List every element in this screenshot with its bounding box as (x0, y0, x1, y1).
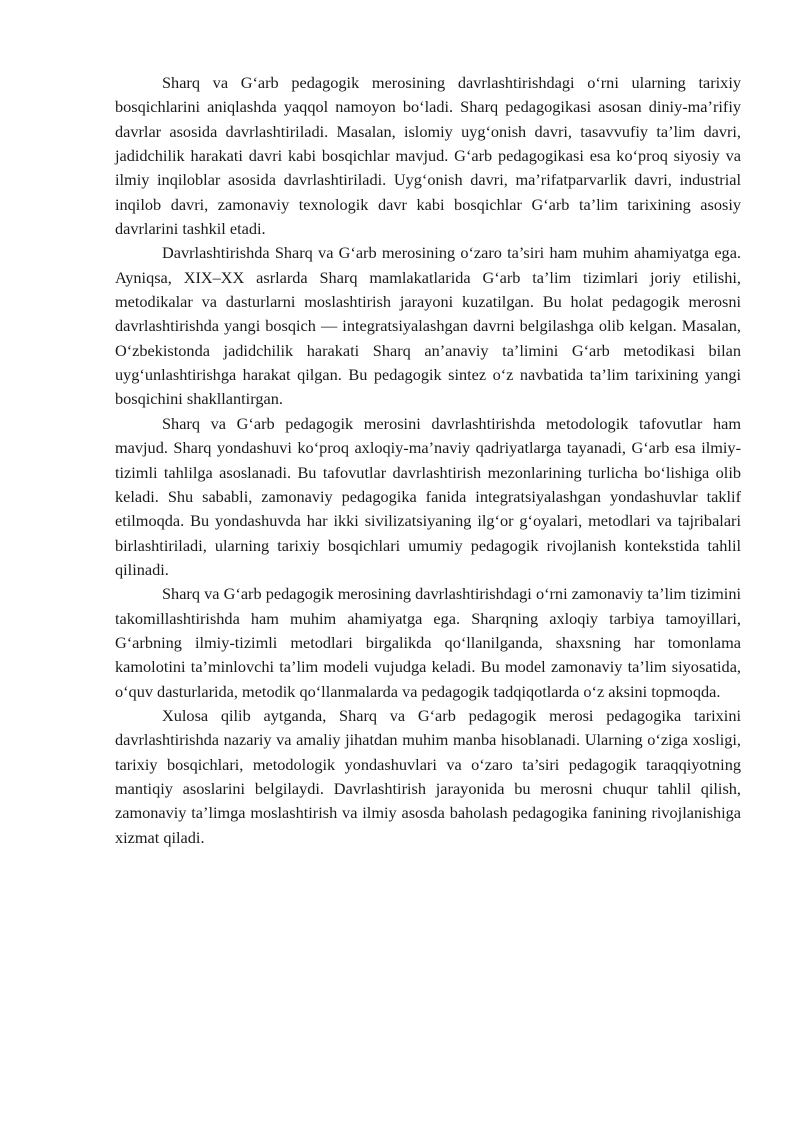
paragraph-4: Sharq va G‘arb pedagogik merosining davrlashtirishdagi o‘rni zamonaviy ta’lim tizimini takomillashtirishda ham muhim ahamiyatga ega. Sharqning axloqiy tarbiya tamoyillari, G‘arbning ilmiy-tizimli metodlari birgalikda qo‘llanilganda, shaxsning har tomonlama kamolotini ta’minlovchi ta’lim modeli vujudga keladi. Bu model zamonaviy ta’lim siyosatida, o‘quv dasturlarida, metodik qo‘llanmalarda va pedagogik tadqiqotlarda o‘z aksini topmoqda. (115, 584, 741, 701)
document-body (115, 71, 741, 850)
paragraph-1: Sharq va G‘arb pedagogik merosining davrlashtirishdagi o‘rni ularning tarixiy bosqichlarini aniqlashda yaqqol namoyon bo‘ladi. Sharq pedagogikasi asosan diniy-ma’rifiy davrlar asosida davrlashtiriladi. Masalan, islomiy uyg‘onish davri, tasavvufiy ta’lim davri, jadidchilik harakati davri kabi bosqichlar mavjud. G‘arb pedagogikasi esa ko‘proq siyosiy va ilmiy inqiloblar asosida davrlashtiriladi. Uyg‘onish davri, ma’rifatparvarlik davri, industrial inqilob davri, zamonaviy texnologik davr kabi bosqichlar G‘arb ta’lim tarixining asosiy davrlarini tashkil etadi. (115, 73, 741, 239)
paragraph-3: Sharq va G‘arb pedagogik merosini davrlashtirishda metodologik tafovutlar ham mavjud. Sharq yondashuvi ko‘proq axloqiy-ma’naviy qadriyatlarga tayanadi, G‘arb esa ilmiy-tizimli tahlilga asoslanadi. Bu tafovutlar davrlashtirish mezonlarining turlicha bo‘lishiga olib keladi. Shu sababli, zamonaviy pedagogika fanida integratsiyalashgan yondashuvlar taklif etilmoqda. Bu yondashuvda har ikki sivilizatsiyaning ilg‘or g‘oyalari, metodlari va tajribalari birlashtiriladi, ularning tarixiy bosqichlari umumiy pedagogik rivojlanish kontekstida tahlil qilinadi. (115, 413, 741, 579)
paragraph-5: Xulosa qilib aytganda, Sharq va G‘arb pedagogik merosi pedagogika tarixini davrlashtirishda nazariy va amaliy jihatdan muhim manba hisoblanadi. Ularning o‘ziga xosligi, tarixiy bosqichlari, metodologik yondashuvlari va o‘zaro ta’siri pedagogik taraqqiyotning mantiqiy asoslarini belgilaydi. Davrlashtirish jarayonida bu merosni chuqur tahlil qilish, zamonaviy ta’limga moslashtirish va ilmiy asosda baholash pedagogika fanining rivojlanishiga xizmat qiladi. (115, 705, 741, 847)
paragraph-2: Davrlashtirishda Sharq va G‘arb merosining o‘zaro ta’siri ham muhim ahamiyatga ega. Ayniqsa, XIX–XX asrlarda Sharq mamlakatlarida G‘arb ta’lim tizimlari joriy etilishi, metodikalar va dasturlarni moslashtirish jarayoni kuzatilgan. Bu holat pedagogik merosni davrlashtirishda yangi bosqich — integratsiyalashgan davrni belgilashga olib kelgan. Masalan, O‘zbekistonda jadidchilik harakati Sharq an’anaviy ta’limini G‘arb metodikasi bilan uyg‘unlashtirishga harakat qilgan. Bu pedagogik sintez o‘z navbatida ta’lim tarixining yangi bosqichini shakllantirgan. (115, 243, 741, 409)
